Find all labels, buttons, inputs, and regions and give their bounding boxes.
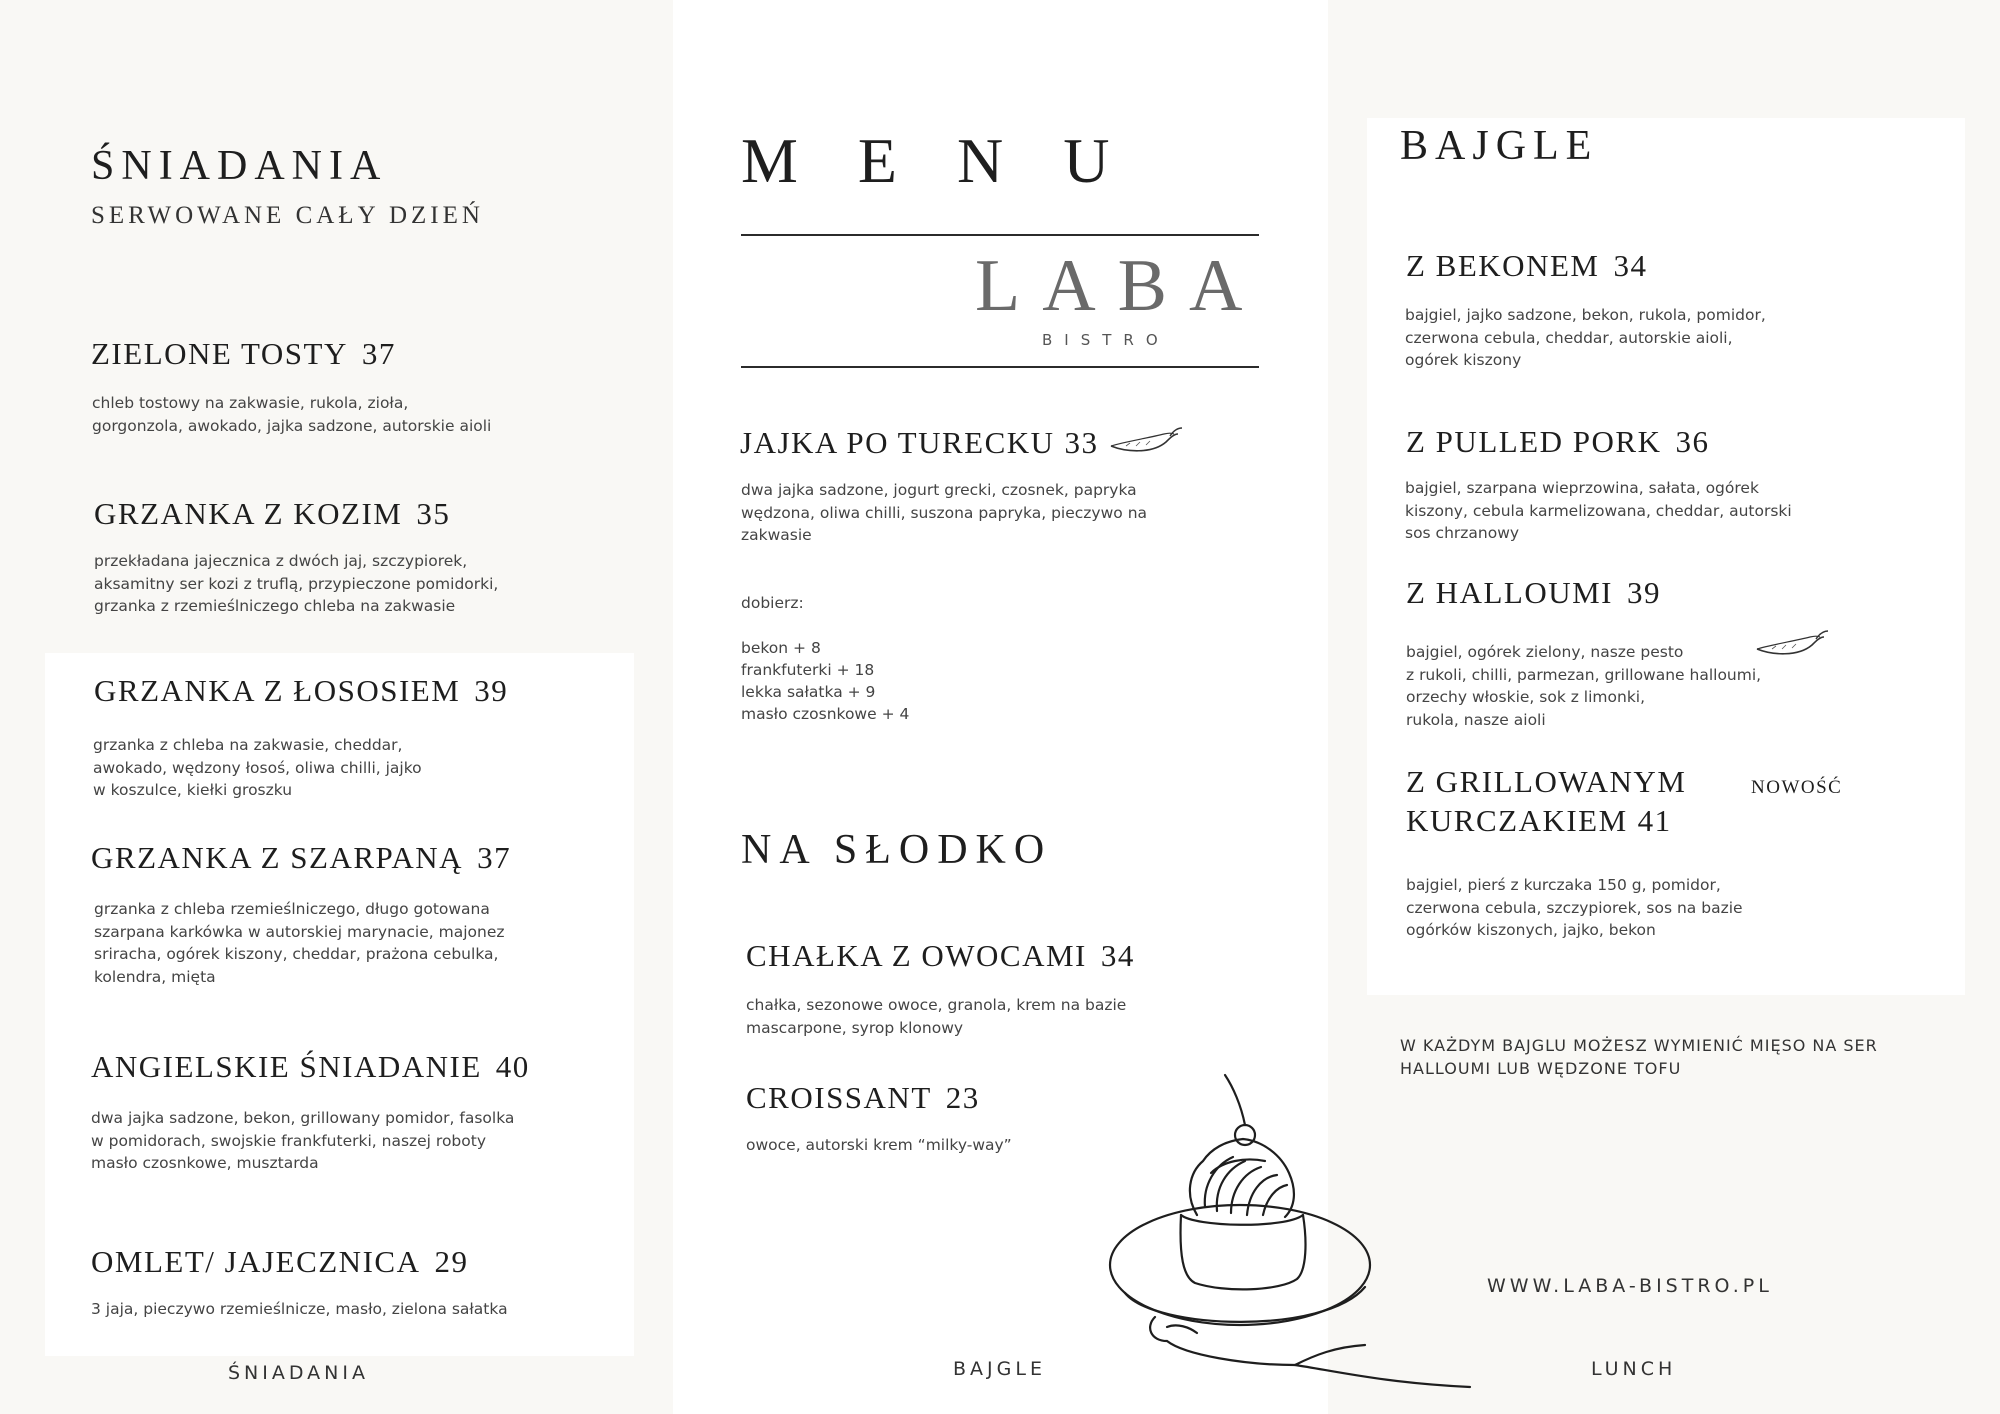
section-title-bagels: BAJGLE — [1400, 123, 1599, 169]
featured-item-name: JAJKA PO TURECKU 33 — [740, 425, 1099, 460]
menu-item-name: ANGIELSKIE ŚNIADANIE 40 — [91, 1049, 530, 1084]
logo-subtext: BISTRO — [1042, 331, 1170, 349]
chili-pepper-icon — [1754, 627, 1830, 661]
logo-text: LABA — [975, 245, 1265, 327]
chili-pepper-icon — [1108, 424, 1184, 458]
featured-item-description: dwa jajka sadzone, jogurt grecki, czosnek, papryka wędzona, oliwa chilli, suszona papryka, pieczywo na zakwasie — [741, 481, 1148, 544]
menu-item-name: Z PULLED PORK 36 — [1406, 424, 1710, 459]
top-divider — [741, 234, 1259, 236]
dessert-illustration — [1085, 1065, 1485, 1405]
menu-item-name: KURCZAKIEM 41 — [1406, 803, 1672, 838]
menu-item-description: chałka, sezonowe owoce, granola, krem na bazie mascarpone, syrop klonowy — [746, 996, 1127, 1037]
bagel-swap-note: W KAŻDYM BAJGLU MOŻESZ WYMIENIĆ MIĘSO NA SER HALLOUMI LUB WĘDZONE TOFU — [1400, 1036, 1878, 1078]
menu-item-description: bajgiel, ogórek zielony, nasze pesto z rukoli, chilli, parmezan, grillowane halloumi, orzechy włoskie, sok z limonki, rukola, nasze aioli — [1406, 643, 1762, 729]
addon-item: lekka sałatka + 9 — [741, 683, 876, 701]
section-title-sweet: NA SŁODKO — [741, 827, 1053, 873]
menu-item-name: Z HALLOUMI 39 — [1406, 575, 1661, 610]
menu-item-name: Z GRILLOWANYM — [1406, 764, 1687, 799]
menu-item-description: bajgiel, jajko sadzone, bekon, rukola, pomidor, czerwona cebula, cheddar, autorskie aioli, ogórek kiszony — [1405, 306, 1766, 369]
footer-label-lunch: LUNCH — [1591, 1358, 1677, 1380]
menu-title: M E N U — [741, 125, 1132, 196]
bottom-divider — [741, 366, 1259, 368]
website-url[interactable]: WWW.LABA-BISTRO.PL — [1487, 1275, 1773, 1297]
menu-item-name: CROISSANT 23 — [746, 1080, 980, 1115]
new-badge: NOWOŚĆ — [1751, 777, 1843, 798]
menu-item-name: CHAŁKA Z OWOCAMI 34 — [746, 938, 1135, 973]
menu-item-description: 3 jaja, pieczywo rzemieślnicze, masło, zielona sałatka — [91, 1300, 508, 1318]
menu-item-name: GRZANKA Z SZARPANĄ 37 — [91, 840, 512, 875]
footer-label-bagels: BAJGLE — [953, 1358, 1046, 1380]
addon-item: frankfuterki + 18 — [741, 661, 875, 679]
addon-item: bekon + 8 — [741, 639, 821, 657]
section-title-breakfast: ŚNIADANIA — [91, 143, 388, 189]
menu-item-description: dwa jajka sadzone, bekon, grillowany pomidor, fasolka w pomidorach, swojskie frankfuterki, naszej roboty masło czosnkowe, musztarda — [91, 1109, 515, 1172]
footer-label-breakfast: ŚNIADANIA — [228, 1362, 369, 1384]
menu-item-name: ZIELONE TOSTY 37 — [91, 336, 396, 371]
menu-item-description: bajgiel, szarpana wieprzowina, sałata, ogórek kiszony, cebula karmelizowana, cheddar, autorski sos chrzanowy — [1405, 479, 1792, 542]
menu-item-description: owoce, autorski krem “milky-way” — [746, 1136, 1012, 1154]
menu-item-name: Z BEKONEM 34 — [1406, 248, 1648, 283]
menu-item-name: GRZANKA Z KOZIM 35 — [94, 496, 451, 531]
menu-item-description: grzanka z chleba rzemieślniczego, długo gotowana szarpana karkówka w autorskiej marynacie, majonez sriracha, ogórek kiszony, cheddar, prażona cebulka, kolendra, mięta — [94, 900, 505, 986]
menu-item-name: GRZANKA Z ŁOSOSIEM 39 — [94, 673, 509, 708]
menu-item-description: grzanka z chleba na zakwasie, cheddar, awokado, wędzony łosoś, oliwa chilli, jajko w koszulce, kiełki groszku — [93, 736, 422, 799]
addons-label: dobierz: — [741, 594, 804, 612]
menu-item-name: OMLET/ JAJECZNICA 29 — [91, 1244, 469, 1279]
menu-item-description: chleb tostowy na zakwasie, rukola, zioła, gorgonzola, awokado, jajka sadzone, autorskie aioli — [92, 394, 492, 435]
section-subtitle-breakfast: SERWOWANE CAŁY DZIEŃ — [91, 202, 484, 229]
addon-item: masło czosnkowe + 4 — [741, 705, 910, 723]
menu-item-description: bajgiel, pierś z kurczaka 150 g, pomidor, czerwona cebula, szczypiorek, sos na bazie ogórków kiszonych, jajko, bekon — [1406, 876, 1743, 939]
menu-item-description: przekładana jajecznica z dwóch jaj, szczypiorek, aksamitny ser kozi z truflą, przypieczone pomidorki, grzanka z rzemieślniczego chleba na zakwasie — [94, 552, 499, 615]
